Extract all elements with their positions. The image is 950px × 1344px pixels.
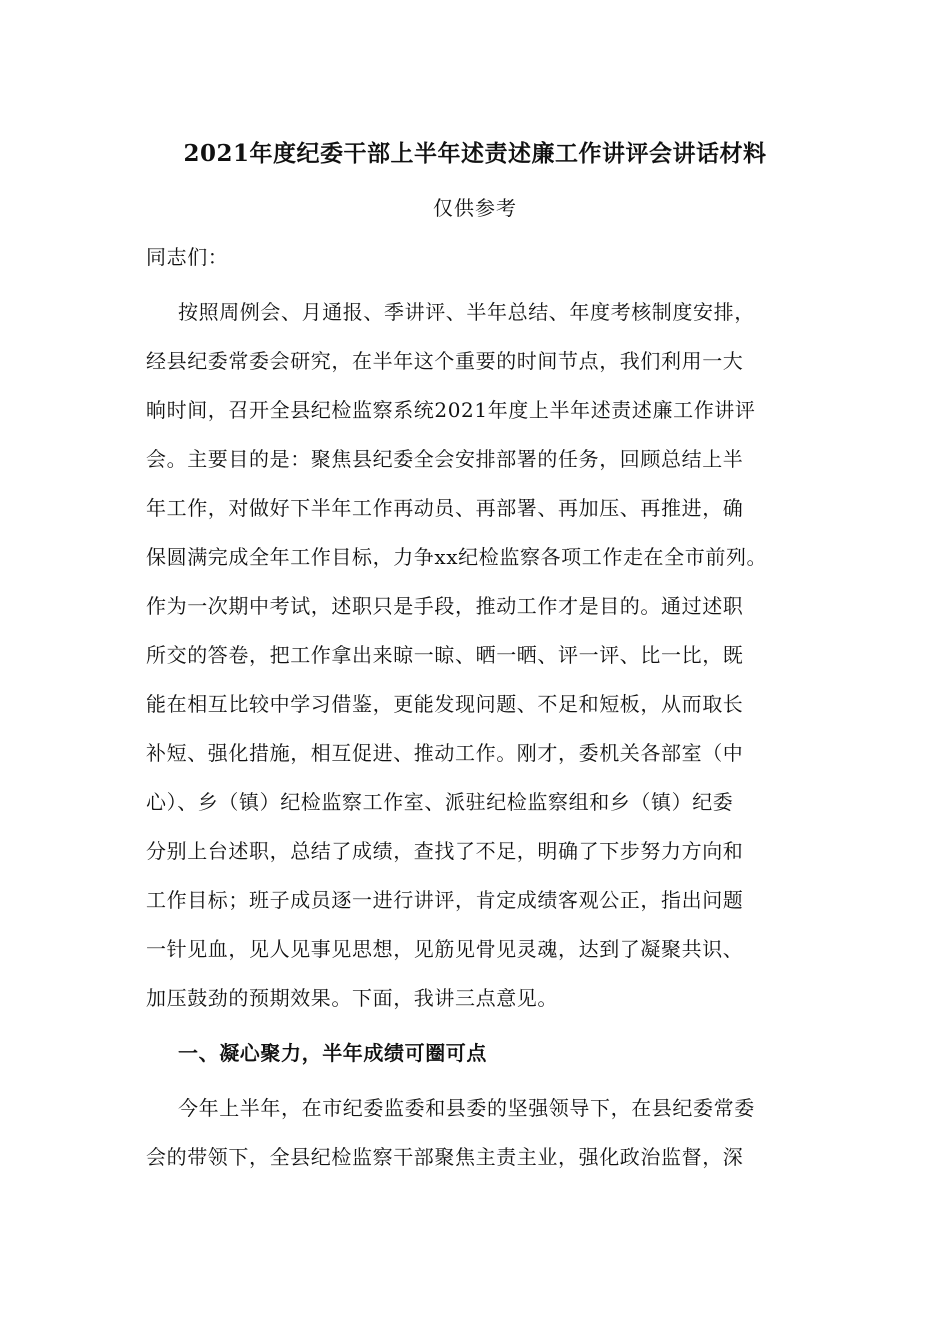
paragraph-line: 会。主要目的是：聚焦县纪委全会安排部署的任务，回顾总结上半 [146, 447, 744, 471]
document-subtitle: 仅供参考 [433, 196, 517, 220]
paragraph-line: 年工作，对做好下半年工作再动员、再部署、再加压、再推进，确 [146, 496, 744, 520]
paragraph-line: 保圆满完成全年工作目标，力争xx纪检监察各项工作走在全市前列。 [146, 545, 768, 569]
paragraph-line: 加压鼓劲的预期效果。下面，我讲三点意见。 [146, 986, 558, 1010]
paragraph-line: 补短、强化措施，相互促进、推动工作。刚才，委机关各部室（中 [146, 741, 744, 765]
paragraph-line: 作为一次期中考试，述职只是手段，推动工作才是目的。通过述职 [146, 594, 744, 618]
paragraph-line: 今年上半年，在市纪委监委和县委的坚强领导下，在县纪委常委 [178, 1096, 755, 1120]
section-heading: 一、凝心聚力，半年成绩可圈可点 [178, 1041, 487, 1065]
paragraph-line: 分别上台述职，总结了成绩，查找了不足，明确了下步努力方向和 [146, 839, 744, 863]
paragraph-line: 所交的答卷，把工作拿出来晾一晾、晒一晒、评一评、比一比，既 [146, 643, 744, 667]
paragraph-line: 心）、乡（镇）纪检监察工作室、派驻纪检监察组和乡（镇）纪委 [146, 790, 734, 814]
paragraph-line: 能在相互比较中学习借鉴，更能发现问题、不足和短板，从而取长 [146, 692, 744, 716]
salutation: 同志们： [146, 245, 229, 269]
document-title: 2021年度纪委干部上半年述责述廉工作讲评会讲话材料 [183, 140, 767, 167]
paragraph-line: 一针见血，见人见事见思想，见筋见骨见灵魂，达到了凝聚共识、 [146, 937, 744, 961]
paragraph-line: 会的带领下，全县纪检监察干部聚焦主责主业，强化政治监督，深 [146, 1145, 744, 1169]
paragraph-line: 工作目标；班子成员逐一进行讲评，肯定成绩客观公正，指出问题 [146, 888, 744, 912]
paragraph-line: 晌时间，召开全县纪检监察系统2021年度上半年述责述廉工作讲评 [146, 398, 756, 422]
paragraph-line: 按照周例会、月通报、季讲评、半年总结、年度考核制度安排， [178, 300, 755, 324]
paragraph-line: 经县纪委常委会研究，在半年这个重要的时间节点，我们利用一大 [146, 349, 744, 373]
